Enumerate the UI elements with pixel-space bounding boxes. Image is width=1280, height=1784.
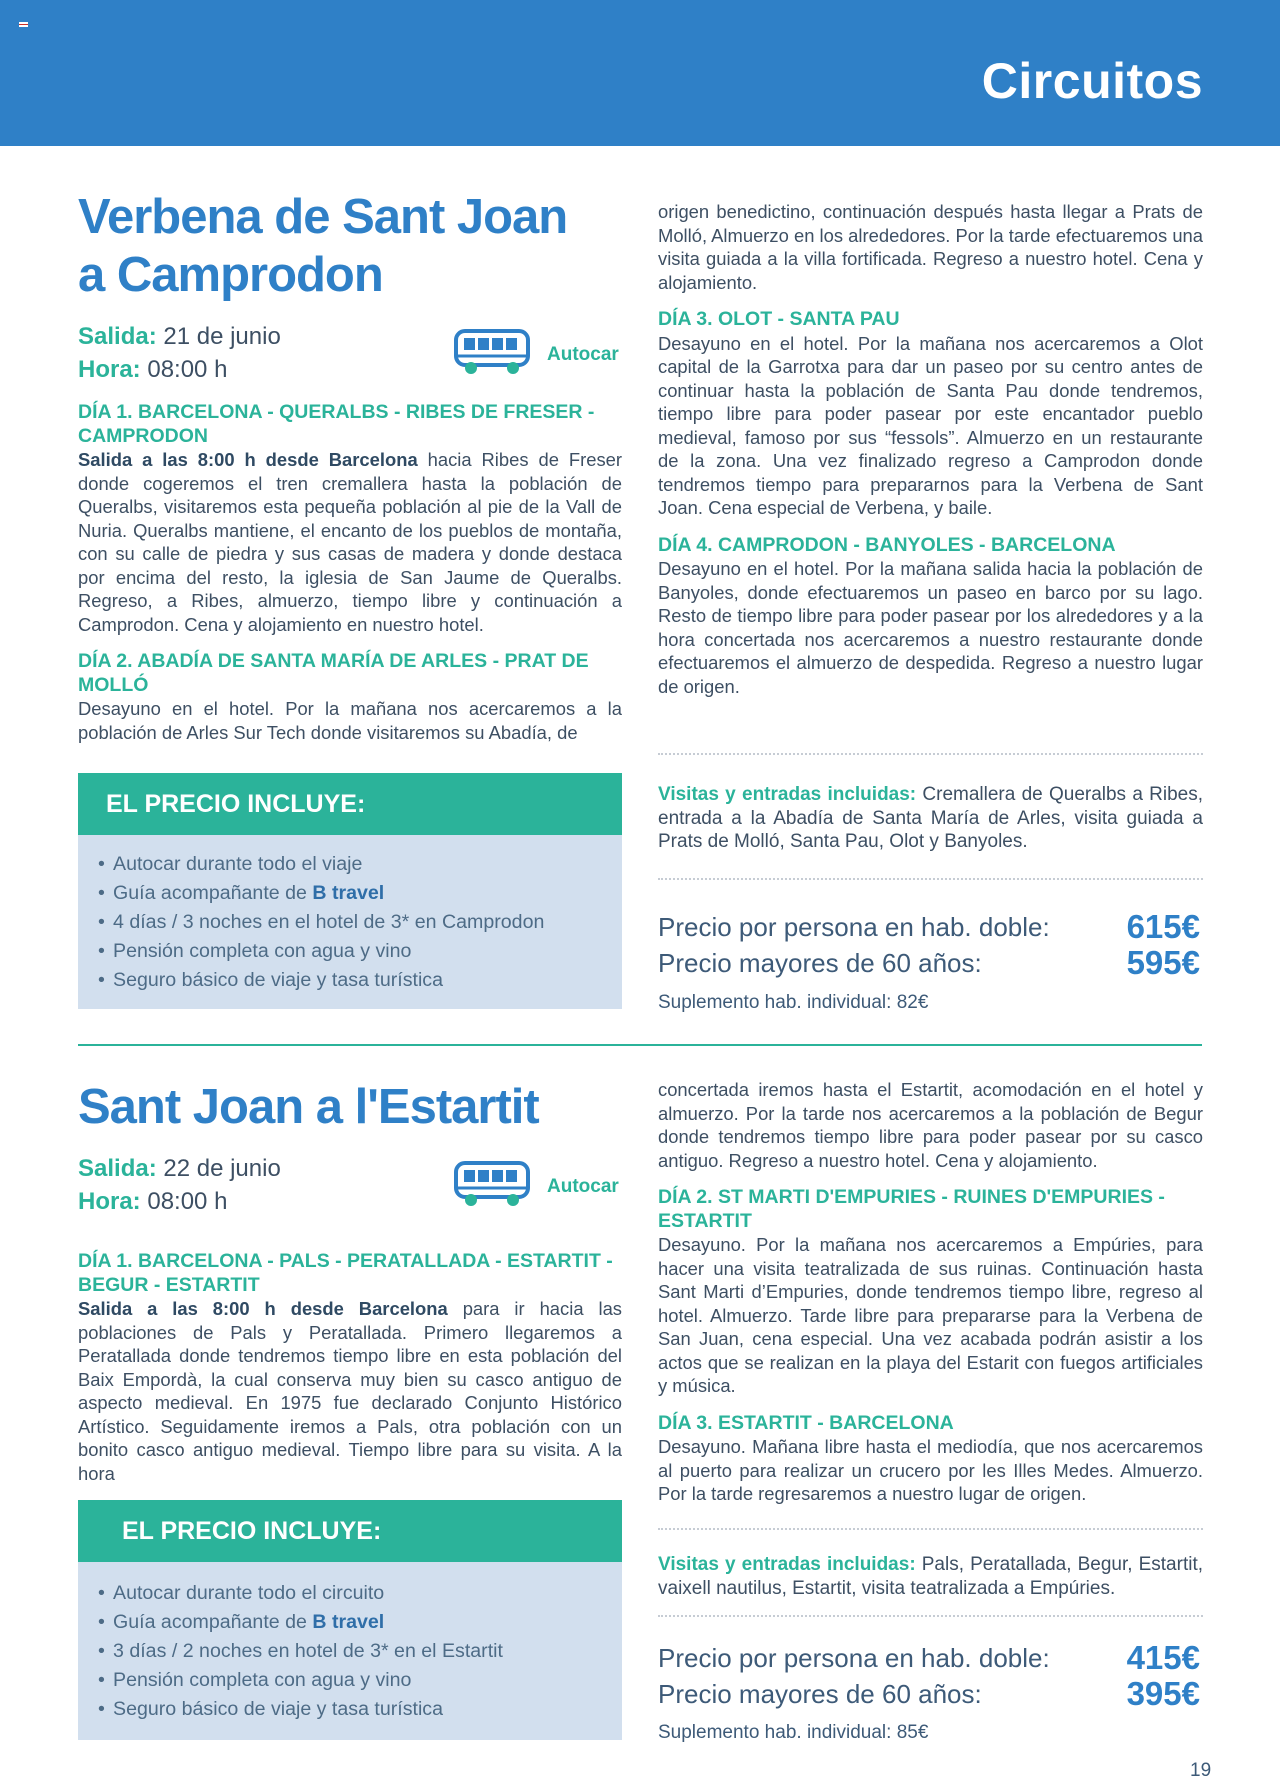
list-item: • Seguro básico de viaje y tasa turística <box>78 1695 622 1724</box>
day-3-text: Desayuno en el hotel. Por la mañana nos acercaremos a Olot capital de la Garrotxa para dar un paseo por su centro antes de continuar hasta la población de Santa Pau donde tendremos, tiempo libre para poder pasear por este encantador pueblo medieval, famoso por sus “fessols”. Almuerzo en un restaurante de la zona. Una vez finalizado regreso a Camprodon donde tendremos tiempo para prepararnos para la Verbena de Sant Joan. Cena especial de Verbena, y baile. <box>658 332 1203 518</box>
supplement-note: Suplemento hab. individual: 82€ <box>658 992 929 1013</box>
time-line: Hora: 08:00 h <box>78 1188 228 1215</box>
trip-2-right-column <box>658 1078 1203 1506</box>
section-divider <box>78 1044 1202 1046</box>
page-number: 19 <box>1190 1760 1212 1781</box>
price-double: 615€ <box>1126 908 1200 945</box>
includes-list <box>78 850 622 995</box>
trip-2-title: Sant Joan a l'Estartit <box>78 1080 539 1134</box>
transport-label: Autocar <box>547 344 619 365</box>
header-bar <box>0 0 1280 146</box>
price-senior: 395€ <box>1126 1675 1200 1712</box>
day-4-title: DÍA 4. CAMPRODON - BANYOLES - BARCELONA <box>658 533 1116 556</box>
bus-icon <box>453 1160 531 1208</box>
trip-1-title: Verbena de Sant Joan a Camprodon <box>78 190 568 302</box>
price-double: 415€ <box>1126 1639 1200 1676</box>
transport-label: Autocar <box>547 1176 619 1197</box>
day-1-text: Salida a las 8:00 h desde Barcelona para ir hacia las poblaciones de Pals y Peratallada. Primero llegaremos a Peratallada donde tendremos tiempo libre en esta población del Baix Empordà, la cual conserva muy bien su casco antiguo de aspecto medieval. En 1975 fue declarado Conjunto Histórico Artístico. Seguidamente iremos a Pals, otra población con un bonito casco antiguo medieval. Tiempo libre para su visita. A la hora <box>78 1298 622 1484</box>
day-2-text: Desayuno en el hotel. Por la mañana nos acercaremos a la población de Arles Sur Tech donde visitaremos su Abadía, de <box>78 698 622 743</box>
day-3-title: DÍA 3. OLOT - SANTA PAU <box>658 308 900 330</box>
trip-1-meta <box>78 320 622 390</box>
price-double-row: Precio por persona en hab. doble: 415€ <box>658 1639 1200 1676</box>
day-1-text: Salida a las 8:00 h desde Barcelona hacia Ribes de Freser donde cogeremos el tren cremallera hasta la población de Queralbs, visitaremos esta pequeña población al pie de la Vall de Nuria. Queralbs mantiene, el encanto de los pueblos de montaña, con su calle de piedra y sus casas de madera y donde destaca por encima del resto, la iglesia de San Jaume de Queralbs. Regreso, a Ribes, almuerzo, tiempo libre y continuación a Camprodon. Cena y alojamiento en nuestro hotel. <box>78 449 622 635</box>
bus-icon <box>453 328 531 376</box>
day-2-title: DÍA 2. ABADÍA DE SANTA MARÍA DE ARLES - PRAT DE MOLLÓ <box>78 650 589 696</box>
trip-1-right-column <box>658 200 1203 698</box>
day-1-title: DÍA 1. BARCELONA - QUERALBS - RIBES DE FRESER - CAMPRODON <box>78 401 595 447</box>
trip-1-left-column <box>78 188 622 744</box>
includes-list <box>78 1579 622 1724</box>
trip-2-meta <box>78 1152 622 1222</box>
includes-header: EL PRECIO INCLUYE: <box>78 1500 622 1562</box>
price-double-row: Precio por persona en hab. doble: 615€ <box>658 908 1200 945</box>
includes-header: EL PRECIO INCLUYE: <box>78 773 622 835</box>
dotted-separator <box>658 753 1203 755</box>
flag-icon <box>19 22 28 27</box>
day-2-title: DÍA 2. ST MARTI D'EMPURIES - RUINES D'EMPURIES - ESTARTIT <box>658 1186 1165 1232</box>
day-2-text: Desayuno. Por la mañana nos acercaremos a Empúries, para hacer una visita teatralizada de sus ruinas. Continuación hasta Sant Marti d’Empuries, donde tendremos tiempo libre, regreso al hotel. Almuerzo. Tarde libre para prepararse para la Verbena de San Juan, cena especial. Una vez acabada podrán asistir a los actos que se realizan en la playa del Estarit con fuegos artificiales y música. <box>658 1234 1203 1396</box>
list-item: • 3 días / 2 noches en hotel de 3* en el Estartit <box>78 1637 622 1666</box>
list-item: • Pensión completa con agua y vino <box>78 937 622 966</box>
day-3-title: DÍA 3. ESTARTIT - BARCELONA <box>658 1411 954 1434</box>
includes-box <box>78 835 622 1009</box>
price-senior-row: Precio mayores de 60 años: 595€ <box>658 944 1200 981</box>
day-2-text-cont: origen benedictino, continuación después hasta llegar a Prats de Molló, Almuerzo en los alrededores. Por la tarde efectuaremos una visita guiada a la villa fortificada. Regreso a nuestro hotel. Cena y alojamiento. <box>658 201 1203 293</box>
list-item: • Guía acompañante de B travel <box>78 1608 622 1637</box>
list-item: • Autocar durante todo el circuito <box>78 1579 622 1608</box>
section-title: Circuitos <box>981 53 1203 109</box>
supplement-note: Suplemento hab. individual: 85€ <box>658 1722 929 1743</box>
day-1-title: DÍA 1. BARCELONA - PALS - PERATALLADA - ESTARTIT - BEGUR - ESTARTIT <box>78 1250 613 1296</box>
day-4-text: Desayuno en el hotel. Por la mañana salida hacia la población de Banyoles, donde efectuaremos un paseo en barco por su lago. Resto de tiempo libre para poder pasear por los alrededores y a la hora concertada nos acercaremos a nuestro restaurante donde efectuaremos el almuerzo de despedida. Regreso a nuestro lugar de origen. <box>658 558 1203 697</box>
list-item: • Autocar durante todo el viaje <box>78 850 622 879</box>
departure-line: Salida: 22 de junio <box>78 1155 281 1182</box>
list-item: • Pensión completa con agua y vino <box>78 1666 622 1695</box>
price-senior-row: Precio mayores de 60 años: 395€ <box>658 1675 1200 1712</box>
visits-included: Visitas y entradas incluidas: Cremallera de Queralbs a Ribes, entrada a la Abadía de Santa María de Arles, visita guiada a Prats de Molló, Santa Pau, Olot y Banyoles. <box>658 784 1203 852</box>
departure-line: Salida: 21 de junio <box>78 323 281 350</box>
dotted-separator <box>658 1615 1203 1617</box>
visits-included: Visitas y entradas incluidas: Pals, Peratallada, Begur, Estartit, vaixell nautilus, Estartit, visita teatralizada a Empúries. <box>658 1554 1204 1599</box>
list-item: • Seguro básico de viaje y tasa turística <box>78 966 622 995</box>
price-senior: 595€ <box>1126 944 1200 981</box>
dotted-separator <box>658 878 1203 880</box>
list-item: • Guía acompañante de B travel <box>78 879 622 908</box>
includes-box <box>78 1562 622 1740</box>
day-1-text-cont: concertada iremos hasta el Estartit, acomodación en el hotel y almuerzo. Por la tarde nos acercaremos a la población de Begur donde tendremos tiempo libre para poder pasear por su casco antiguo. Regreso a nuestro hotel. Cena y alojamiento. <box>658 1079 1203 1171</box>
time-line: Hora: 08:00 h <box>78 356 228 383</box>
day-3-text: Desayuno. Mañana libre hasta el mediodía, que nos acercaremos al puerto para realizar un crucero por les Illes Medes. Almuerzo. Por la tarde regresaremos a nuestro lugar de origen. <box>658 1436 1203 1504</box>
trip-2-left-column <box>78 1078 622 1485</box>
dotted-separator <box>658 1528 1203 1530</box>
list-item: • 4 días / 3 noches en el hotel de 3* en Camprodon <box>78 908 622 937</box>
